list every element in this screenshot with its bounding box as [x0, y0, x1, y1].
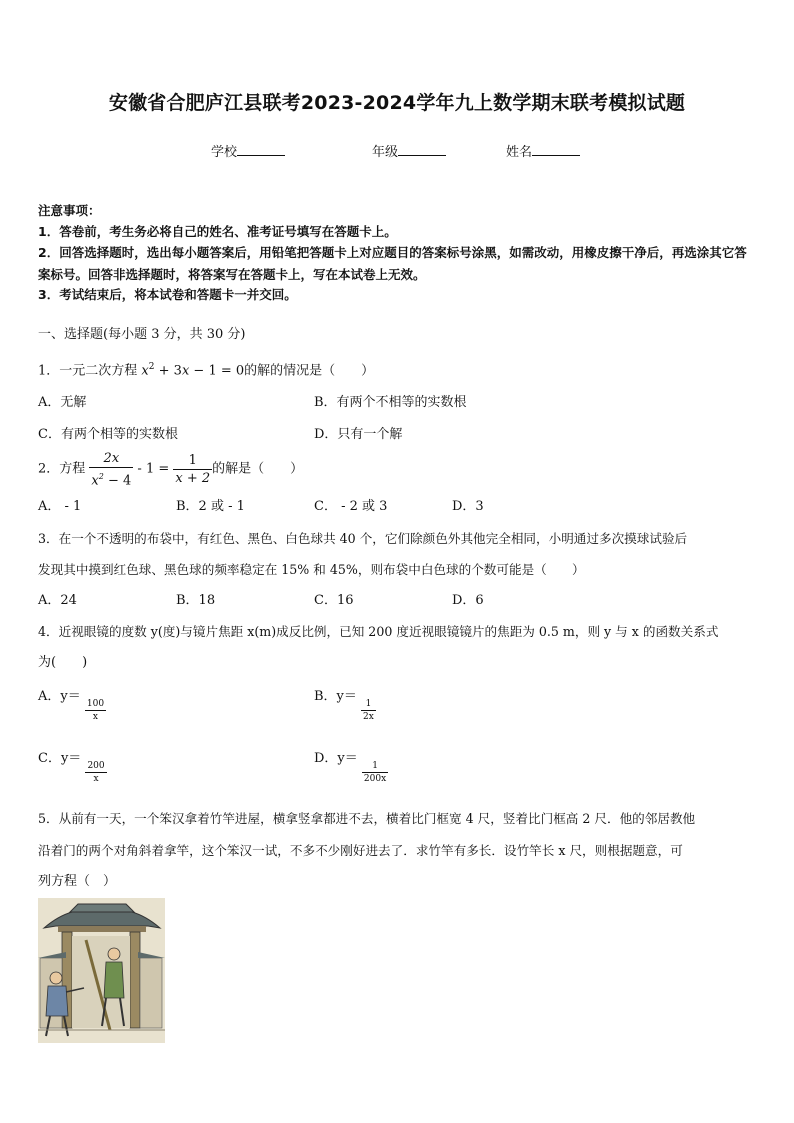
q3-line-2: 发现其中摸到红色球、黑色球的频率稳定在 15% 和 45%，则布袋中白色球的个数可能是（ ） [38, 562, 585, 577]
q4-c-fraction [85, 760, 106, 785]
q1-exponent: 2 [148, 362, 155, 372]
q4-b-label: B．y＝ [314, 689, 357, 704]
lintel [58, 926, 146, 932]
q4-d-label: D．y＝ [314, 751, 358, 766]
question-1 [38, 356, 374, 382]
q4-b-numerator: 1 [365, 699, 372, 709]
q2-frac1-numerator: 2x [103, 451, 120, 466]
q1-suffix: 的解的情况是（ ） [244, 363, 375, 379]
q5-line-3: 列方程（ ） [38, 874, 117, 889]
q1-option-d: D．只有一个解 [314, 427, 403, 442]
q3-option-a: A．24 [38, 593, 77, 608]
question-2 [38, 450, 303, 489]
q2-frac1-var: x [91, 473, 99, 489]
notice-item-1: 1．答卷前，考生务必将自己的姓名、准考证号填写在答题卡上。 [38, 224, 397, 239]
q4-b-denominator: 2x [363, 712, 374, 722]
page-title: 安徽省合肥庐江县联考2023-2024学年九上数学期末联考模拟试题 [108, 92, 686, 114]
q2-mid: - 1 = [133, 461, 174, 477]
q1-prefix: 1．一元二次方程 [38, 363, 138, 379]
roof-top [70, 904, 134, 912]
q2-frac2-denominator: x + 2 [175, 471, 211, 487]
notice-heading: 注意事项： [38, 203, 101, 218]
q2-frac1-rest: − 4 [103, 473, 132, 489]
q4-c-denominator: x [85, 772, 106, 785]
q2-fraction-1 [89, 450, 133, 489]
q3-option-c: C．16 [314, 593, 354, 608]
q5-line-1: 5．从前有一天，一个笨汉拿着竹竿进屋，横拿竖拿都进不去，横着比门框宽 4 尺，竖着比门框高 2 尺．他的邻居教他 [38, 811, 696, 826]
grade-field [372, 141, 446, 160]
person-left-head [50, 972, 62, 984]
q4-a-numerator: 100 [86, 699, 105, 709]
q3-line-1: 3．在一个不透明的布袋中，有红色、黑色、白色球共 40 个，它们除颜色外其他完全相同，小明通过多次摸球试验后 [38, 531, 688, 546]
q1-rest: − 1 = 0 [193, 363, 245, 379]
q2-option-a: A． - 1 [38, 499, 82, 514]
q2-suffix: 的解是（ ） [212, 461, 304, 477]
q4-line-1: 4．近视眼镜的度数 y(度)与镜片焦距 x(m)成反比例，已知 200 度近视眼镜镜片的焦距为 0.5 m，则 y 与 x 的函数关系式 [38, 624, 719, 639]
q3-option-b: B．18 [176, 593, 216, 608]
q4-d-denominator: 200x [363, 774, 387, 784]
q1-term: + 3 [158, 363, 182, 379]
q2-frac1-exp: 2 [98, 472, 104, 481]
q4-b-fraction [361, 698, 376, 723]
name-field [506, 141, 580, 160]
illustration-door-pole [38, 898, 165, 1043]
notice-item-2: 2．回答选择题时，选出每小题答案后，用铅笔把答题卡上对应题目的答案标号涂黑，如需改动，用橡皮擦干净后，再选涂其它答案标号。回答非选择题时，将答案写在答题卡上，写在本试卷上无效。 [38, 245, 747, 282]
q1-option-a: A．无解 [38, 395, 87, 410]
section-heading: 一、选择题(每小题 3 分，共 30 分) [38, 327, 246, 342]
q1-option-c: C．有两个相等的实数根 [38, 427, 178, 442]
q4-a-label: A．y＝ [38, 689, 81, 704]
q4-line-2: 为( ) [38, 655, 88, 670]
q2-frac1-denominator [89, 467, 133, 489]
notice-item-3: 3．考试结束后，将本试卷和答题卡一并交回。 [38, 287, 297, 302]
q2-option-c: C． - 2 或 3 [314, 499, 388, 514]
person-left-body [46, 986, 68, 1016]
school-field [211, 141, 285, 160]
q2-option-d: D．3 [452, 499, 484, 514]
q2-fraction-2 [173, 452, 212, 487]
q1-option-b: B．有两个不相等的实数根 [314, 395, 467, 410]
q1-var-x2: x [181, 363, 190, 379]
q3-option-d: D．6 [452, 593, 484, 608]
q4-a-fraction [85, 698, 106, 723]
q4-option-c [38, 748, 107, 785]
q4-option-d [314, 748, 388, 785]
grade-blank [398, 143, 446, 156]
name-label: 姓名 [506, 145, 533, 160]
q4-d-fraction [362, 760, 388, 785]
q4-c-numerator: 200 [87, 761, 105, 771]
person-right-head [108, 948, 120, 960]
q1-var-x: x [141, 363, 149, 379]
q2-prefix: 2．方程 [38, 461, 86, 477]
school-blank [237, 143, 285, 156]
q2-frac2-numerator: 1 [188, 453, 197, 469]
door-pillar-right [130, 932, 140, 1028]
school-label: 学校 [211, 145, 238, 160]
person-right-body [104, 962, 124, 998]
q2-option-b: B．2 或 - 1 [176, 499, 245, 514]
q5-line-2: 沿着门的两个对角斜着拿竿，这个笨汉一试，不多不少刚好进去了．求竹竿有多长．设竹竿长 x 尺，则根据题意，可 [38, 843, 683, 858]
q4-c-label: C．y＝ [38, 751, 82, 766]
q4-option-b [314, 686, 376, 723]
wall-right [140, 958, 162, 1028]
name-blank [532, 143, 580, 156]
grade-label: 年级 [372, 145, 399, 160]
q4-a-denominator: x [85, 710, 106, 723]
q4-d-numerator: 1 [372, 761, 378, 771]
q4-option-a [38, 686, 106, 723]
